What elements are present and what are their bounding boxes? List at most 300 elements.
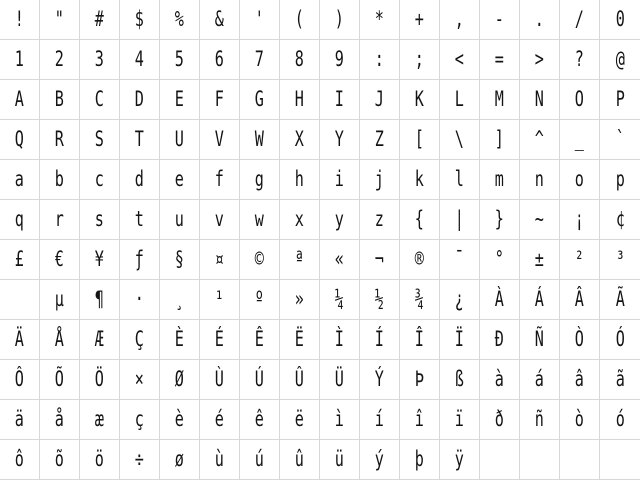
- glyph-cell[interactable]: [120, 80, 160, 120]
- glyph-character: ê: [254, 407, 265, 431]
- glyph-cell[interactable]: [240, 0, 280, 40]
- glyph-cell[interactable]: [360, 360, 400, 400]
- glyph-character: ý: [374, 447, 385, 471]
- glyph-cell[interactable]: [440, 80, 480, 120]
- glyph-cell[interactable]: [320, 120, 360, 160]
- glyph-cell[interactable]: [440, 440, 480, 480]
- glyph-cell[interactable]: [520, 400, 560, 440]
- glyph-character: å: [54, 407, 65, 431]
- glyph-cell[interactable]: [120, 0, 160, 40]
- glyph-cell[interactable]: [120, 400, 160, 440]
- glyph-cell[interactable]: [80, 440, 120, 480]
- glyph-cell[interactable]: [0, 80, 40, 120]
- glyph-cell[interactable]: [400, 360, 440, 400]
- glyph-character: ç: [134, 407, 145, 431]
- glyph-cell[interactable]: [360, 80, 400, 120]
- glyph-cell[interactable]: [40, 40, 80, 80]
- glyph-cell[interactable]: [600, 400, 640, 440]
- glyph-cell[interactable]: [400, 80, 440, 120]
- glyph-cell[interactable]: [360, 120, 400, 160]
- glyph-cell[interactable]: [160, 80, 200, 120]
- glyph-character: V: [214, 127, 225, 151]
- glyph-cell[interactable]: [240, 400, 280, 440]
- glyph-cell[interactable]: [360, 240, 400, 280]
- glyph-character: Á: [534, 287, 545, 311]
- glyph-cell[interactable]: [480, 280, 520, 320]
- glyph-cell[interactable]: [440, 160, 480, 200]
- glyph-cell[interactable]: [0, 440, 40, 480]
- glyph-cell[interactable]: [280, 80, 320, 120]
- glyph-cell[interactable]: [40, 200, 80, 240]
- glyph-cell[interactable]: [200, 80, 240, 120]
- glyph-cell[interactable]: [560, 200, 600, 240]
- glyph-cell[interactable]: [560, 360, 600, 400]
- glyph-cell[interactable]: [80, 160, 120, 200]
- glyph-character: a: [14, 167, 25, 191]
- glyph-cell[interactable]: [80, 240, 120, 280]
- glyph-cell[interactable]: [480, 40, 520, 80]
- glyph-character: ×: [134, 367, 145, 391]
- glyph-character: §: [174, 247, 185, 271]
- glyph-character: @: [615, 47, 625, 71]
- glyph-character: h: [294, 167, 305, 191]
- glyph-cell[interactable]: [320, 400, 360, 440]
- glyph-cell[interactable]: [480, 400, 520, 440]
- glyph-character: è: [174, 407, 185, 431]
- glyph-character: ¶: [94, 287, 105, 311]
- glyph-cell[interactable]: [120, 440, 160, 480]
- glyph-cell[interactable]: [360, 440, 400, 480]
- glyph-cell[interactable]: [0, 40, 40, 80]
- glyph-character: Ù: [214, 367, 225, 391]
- glyph-character: i: [334, 167, 345, 191]
- glyph-cell[interactable]: [400, 280, 440, 320]
- glyph-cell[interactable]: [80, 40, 120, 80]
- glyph-cell[interactable]: [200, 400, 240, 440]
- glyph-character: H: [294, 87, 305, 111]
- glyph-cell[interactable]: [440, 400, 480, 440]
- glyph-cell[interactable]: [0, 240, 40, 280]
- glyph-cell[interactable]: [40, 0, 80, 40]
- glyph-cell[interactable]: [400, 400, 440, 440]
- glyph-character: S: [94, 127, 105, 151]
- glyph-cell[interactable]: [240, 200, 280, 240]
- glyph-character: X: [294, 127, 305, 151]
- glyph-character: ^: [534, 127, 545, 151]
- glyph-character: »: [294, 287, 305, 311]
- glyph-character: î: [414, 407, 425, 431]
- glyph-character: É: [214, 327, 225, 351]
- glyph-character: !: [14, 7, 25, 31]
- glyph-character: +: [414, 7, 425, 31]
- glyph-cell[interactable]: [200, 120, 240, 160]
- glyph-cell[interactable]: [160, 120, 200, 160]
- glyph-character: Z: [374, 127, 385, 151]
- glyph-cell[interactable]: [280, 200, 320, 240]
- glyph-character: ]: [494, 127, 505, 151]
- glyph-cell[interactable]: [200, 0, 240, 40]
- glyph-character: ä: [14, 407, 25, 431]
- glyph-cell[interactable]: [560, 400, 600, 440]
- glyph-cell[interactable]: [40, 240, 80, 280]
- glyph-character: {: [414, 207, 425, 231]
- glyph-cell[interactable]: [40, 160, 80, 200]
- glyph-cell[interactable]: [120, 240, 160, 280]
- glyph-cell[interactable]: [200, 360, 240, 400]
- glyph-cell[interactable]: [440, 360, 480, 400]
- glyph-cell[interactable]: [480, 80, 520, 120]
- glyph-character: z: [374, 207, 385, 231]
- glyph-cell[interactable]: [560, 320, 600, 360]
- glyph-cell[interactable]: [600, 40, 640, 80]
- glyph-character: 3: [94, 47, 105, 71]
- glyph-cell[interactable]: [600, 320, 640, 360]
- glyph-character: ó: [615, 407, 625, 431]
- glyph-cell[interactable]: [0, 120, 40, 160]
- glyph-cell[interactable]: [520, 160, 560, 200]
- glyph-character: é: [214, 407, 225, 431]
- glyph-cell[interactable]: [0, 200, 40, 240]
- glyph-cell[interactable]: [280, 280, 320, 320]
- glyph-character: O: [574, 87, 585, 111]
- glyph-cell[interactable]: [320, 80, 360, 120]
- glyph-character: $: [134, 7, 145, 31]
- glyph-cell[interactable]: [0, 320, 40, 360]
- glyph-character: Ö: [94, 367, 105, 391]
- glyph-character: L: [454, 87, 465, 111]
- glyph-character: Ã: [615, 287, 625, 311]
- glyph-cell[interactable]: [520, 120, 560, 160]
- glyph-character: Ð: [494, 327, 505, 351]
- glyph-cell[interactable]: [280, 360, 320, 400]
- glyph-cell[interactable]: [200, 200, 240, 240]
- glyph-cell[interactable]: [560, 120, 600, 160]
- glyph-cell[interactable]: [0, 280, 40, 320]
- glyph-cell[interactable]: [200, 160, 240, 200]
- glyph-character: B: [54, 87, 65, 111]
- glyph-cell[interactable]: [600, 120, 640, 160]
- glyph-character: -: [494, 7, 505, 31]
- glyph-character: ñ: [534, 407, 545, 431]
- glyph-cell[interactable]: [480, 200, 520, 240]
- glyph-cell[interactable]: [600, 440, 640, 480]
- glyph-cell[interactable]: [240, 120, 280, 160]
- glyph-cell[interactable]: [560, 160, 600, 200]
- glyph-cell[interactable]: [480, 0, 520, 40]
- glyph-cell[interactable]: [480, 120, 520, 160]
- glyph-cell[interactable]: [120, 200, 160, 240]
- glyph-cell[interactable]: [0, 0, 40, 40]
- glyph-cell[interactable]: [80, 400, 120, 440]
- glyph-cell[interactable]: [0, 400, 40, 440]
- glyph-character: ¬: [374, 247, 385, 271]
- glyph-character: Ñ: [534, 327, 545, 351]
- glyph-character: ë: [294, 407, 305, 431]
- glyph-character: |: [454, 207, 465, 231]
- glyph-cell[interactable]: [320, 280, 360, 320]
- glyph-character: w: [254, 207, 265, 231]
- glyph-character: Y: [334, 127, 345, 151]
- glyph-character: n: [534, 167, 545, 191]
- glyph-character: #: [94, 7, 105, 31]
- glyph-character: °: [494, 247, 505, 271]
- glyph-cell[interactable]: [520, 80, 560, 120]
- glyph-cell[interactable]: [400, 440, 440, 480]
- glyph-cell[interactable]: [200, 240, 240, 280]
- glyph-cell[interactable]: [600, 80, 640, 120]
- glyph-character: Ø: [174, 367, 185, 391]
- glyph-character: Ý: [374, 367, 385, 391]
- glyph-character: k: [414, 167, 425, 191]
- glyph-cell[interactable]: [160, 0, 200, 40]
- glyph-character: ù: [214, 447, 225, 471]
- glyph-cell[interactable]: [600, 200, 640, 240]
- glyph-cell[interactable]: [520, 40, 560, 80]
- glyph-cell[interactable]: [440, 240, 480, 280]
- glyph-cell[interactable]: [80, 0, 120, 40]
- glyph-cell[interactable]: [200, 440, 240, 480]
- glyph-cell[interactable]: [560, 440, 600, 480]
- glyph-cell[interactable]: [560, 280, 600, 320]
- glyph-cell[interactable]: [40, 400, 80, 440]
- glyph-character: ö: [94, 447, 105, 471]
- glyph-cell[interactable]: [400, 0, 440, 40]
- glyph-cell[interactable]: [40, 440, 80, 480]
- glyph-cell[interactable]: [120, 280, 160, 320]
- glyph-character: ï: [454, 407, 465, 431]
- glyph-cell[interactable]: [40, 280, 80, 320]
- glyph-character: þ: [414, 447, 425, 471]
- glyph-cell[interactable]: [320, 360, 360, 400]
- glyph-cell[interactable]: [400, 120, 440, 160]
- glyph-cell[interactable]: [400, 240, 440, 280]
- glyph-cell[interactable]: [360, 320, 400, 360]
- glyph-character: T: [134, 127, 145, 151]
- glyph-character: ²: [574, 247, 585, 271]
- glyph-character: ¯: [454, 247, 465, 271]
- glyph-cell[interactable]: [560, 40, 600, 80]
- glyph-cell[interactable]: [440, 320, 480, 360]
- glyph-character: .: [534, 7, 545, 31]
- glyph-character: æ: [94, 407, 105, 431]
- glyph-character: d: [134, 167, 145, 191]
- glyph-cell[interactable]: [600, 360, 640, 400]
- glyph-character: c: [94, 167, 105, 191]
- glyph-character: >: [534, 47, 545, 71]
- glyph-cell[interactable]: [120, 320, 160, 360]
- glyph-cell[interactable]: [320, 0, 360, 40]
- glyph-cell[interactable]: [440, 0, 480, 40]
- glyph-cell[interactable]: [160, 400, 200, 440]
- glyph-character: ª: [294, 247, 305, 271]
- glyph-cell[interactable]: [80, 360, 120, 400]
- glyph-cell[interactable]: [160, 360, 200, 400]
- glyph-cell[interactable]: [360, 160, 400, 200]
- glyph-cell[interactable]: [400, 200, 440, 240]
- glyph-character: _: [574, 127, 585, 151]
- glyph-character: v: [214, 207, 225, 231]
- glyph-cell[interactable]: [120, 120, 160, 160]
- glyph-cell[interactable]: [240, 320, 280, 360]
- glyph-character: W: [254, 127, 265, 151]
- glyph-character: ?: [574, 47, 585, 71]
- glyph-cell[interactable]: [160, 160, 200, 200]
- glyph-cell[interactable]: [600, 280, 640, 320]
- glyph-character: P: [615, 87, 625, 111]
- glyph-cell[interactable]: [160, 320, 200, 360]
- glyph-cell[interactable]: [520, 440, 560, 480]
- glyph-character: ;: [414, 47, 425, 71]
- glyph-character: D: [134, 87, 145, 111]
- glyph-cell[interactable]: [480, 360, 520, 400]
- glyph-cell[interactable]: [360, 280, 400, 320]
- glyph-cell[interactable]: [200, 40, 240, 80]
- glyph-character: [: [414, 127, 425, 151]
- glyph-cell[interactable]: [40, 120, 80, 160]
- glyph-cell[interactable]: [440, 120, 480, 160]
- glyph-cell[interactable]: [80, 200, 120, 240]
- glyph-character: õ: [54, 447, 65, 471]
- glyph-character: 8: [294, 47, 305, 71]
- glyph-cell[interactable]: [360, 200, 400, 240]
- glyph-cell[interactable]: [320, 200, 360, 240]
- glyph-character: K: [414, 87, 425, 111]
- glyph-cell[interactable]: [0, 160, 40, 200]
- glyph-character: ³: [615, 247, 625, 271]
- glyph-cell[interactable]: [280, 440, 320, 480]
- glyph-character: =: [494, 47, 505, 71]
- glyph-character: 5: [174, 47, 185, 71]
- glyph-character: }: [494, 207, 505, 231]
- glyph-character: Í: [374, 327, 385, 351]
- glyph-character: N: [534, 87, 545, 111]
- glyph-cell[interactable]: [480, 160, 520, 200]
- glyph-cell[interactable]: [600, 0, 640, 40]
- glyph-cell[interactable]: [160, 40, 200, 80]
- glyph-cell[interactable]: [400, 160, 440, 200]
- glyph-cell[interactable]: [120, 160, 160, 200]
- glyph-cell[interactable]: [480, 440, 520, 480]
- glyph-cell[interactable]: [80, 280, 120, 320]
- glyph-cell[interactable]: [240, 240, 280, 280]
- glyph-cell[interactable]: [240, 360, 280, 400]
- glyph-cell[interactable]: [200, 320, 240, 360]
- glyph-cell[interactable]: [280, 0, 320, 40]
- glyph-cell[interactable]: [40, 320, 80, 360]
- glyph-cell[interactable]: [320, 240, 360, 280]
- glyph-cell[interactable]: [320, 320, 360, 360]
- glyph-character: ¢: [615, 207, 625, 231]
- glyph-character: ): [334, 7, 345, 31]
- glyph-character: Ä: [14, 327, 25, 351]
- glyph-cell[interactable]: [320, 160, 360, 200]
- glyph-cell[interactable]: [240, 40, 280, 80]
- glyph-cell[interactable]: [120, 40, 160, 80]
- glyph-cell[interactable]: [120, 360, 160, 400]
- glyph-cell[interactable]: [280, 40, 320, 80]
- glyph-character: í: [374, 407, 385, 431]
- glyph-cell[interactable]: [240, 280, 280, 320]
- glyph-cell[interactable]: [560, 240, 600, 280]
- glyph-cell[interactable]: [520, 200, 560, 240]
- glyph-cell[interactable]: [280, 400, 320, 440]
- glyph-cell[interactable]: [320, 440, 360, 480]
- glyph-character: %: [174, 7, 185, 31]
- glyph-character: \: [454, 127, 465, 151]
- glyph-cell[interactable]: [240, 160, 280, 200]
- glyph-character: g: [254, 167, 265, 191]
- glyph-character: ¾: [414, 287, 425, 311]
- glyph-character: €: [54, 247, 65, 271]
- glyph-cell[interactable]: [80, 80, 120, 120]
- glyph-cell[interactable]: [360, 400, 400, 440]
- glyph-cell[interactable]: [240, 440, 280, 480]
- glyph-cell[interactable]: [520, 240, 560, 280]
- glyph-cell[interactable]: [240, 80, 280, 120]
- glyph-cell[interactable]: [280, 240, 320, 280]
- glyph-cell[interactable]: [200, 280, 240, 320]
- glyph-cell[interactable]: [400, 40, 440, 80]
- glyph-character: ·: [134, 287, 145, 311]
- glyph-cell[interactable]: [400, 320, 440, 360]
- glyph-cell[interactable]: [280, 120, 320, 160]
- glyph-cell[interactable]: [40, 80, 80, 120]
- glyph-character: ã: [615, 367, 625, 391]
- glyph-cell[interactable]: [360, 40, 400, 80]
- glyph-cell[interactable]: [160, 280, 200, 320]
- glyph-character: ½: [374, 287, 385, 311]
- glyph-character: ¡: [574, 207, 585, 231]
- glyph-character: E: [174, 87, 185, 111]
- glyph-cell[interactable]: [160, 440, 200, 480]
- glyph-cell[interactable]: [600, 240, 640, 280]
- glyph-cell[interactable]: [160, 200, 200, 240]
- glyph-character: *: [374, 7, 385, 31]
- glyph-cell[interactable]: [480, 320, 520, 360]
- glyph-cell[interactable]: [520, 280, 560, 320]
- glyph-character: r: [54, 207, 65, 231]
- glyph-cell[interactable]: [0, 360, 40, 400]
- glyph-character: ¿: [454, 287, 465, 311]
- glyph-character: y: [334, 207, 345, 231]
- glyph-cell[interactable]: [320, 40, 360, 80]
- glyph-character: Ï: [454, 327, 465, 351]
- glyph-cell[interactable]: [560, 80, 600, 120]
- glyph-character: Ë: [294, 327, 305, 351]
- glyph-character: ¥: [94, 247, 105, 271]
- glyph-cell[interactable]: [600, 160, 640, 200]
- glyph-character: Ì: [334, 327, 345, 351]
- glyph-cell[interactable]: [280, 160, 320, 200]
- glyph-cell[interactable]: [480, 240, 520, 280]
- glyph-character: U: [174, 127, 185, 151]
- glyph-cell[interactable]: [440, 40, 480, 80]
- glyph-character: &: [214, 7, 225, 31]
- glyph-cell[interactable]: [560, 0, 600, 40]
- glyph-cell[interactable]: [440, 200, 480, 240]
- glyph-cell[interactable]: [360, 0, 400, 40]
- glyph-cell[interactable]: [40, 360, 80, 400]
- glyph-cell[interactable]: [520, 360, 560, 400]
- glyph-cell[interactable]: [80, 320, 120, 360]
- glyph-character: Å: [54, 327, 65, 351]
- glyph-cell[interactable]: [80, 120, 120, 160]
- glyph-cell[interactable]: [520, 0, 560, 40]
- glyph-cell[interactable]: [160, 240, 200, 280]
- glyph-cell[interactable]: [520, 320, 560, 360]
- glyph-cell[interactable]: [280, 320, 320, 360]
- glyph-cell[interactable]: [440, 280, 480, 320]
